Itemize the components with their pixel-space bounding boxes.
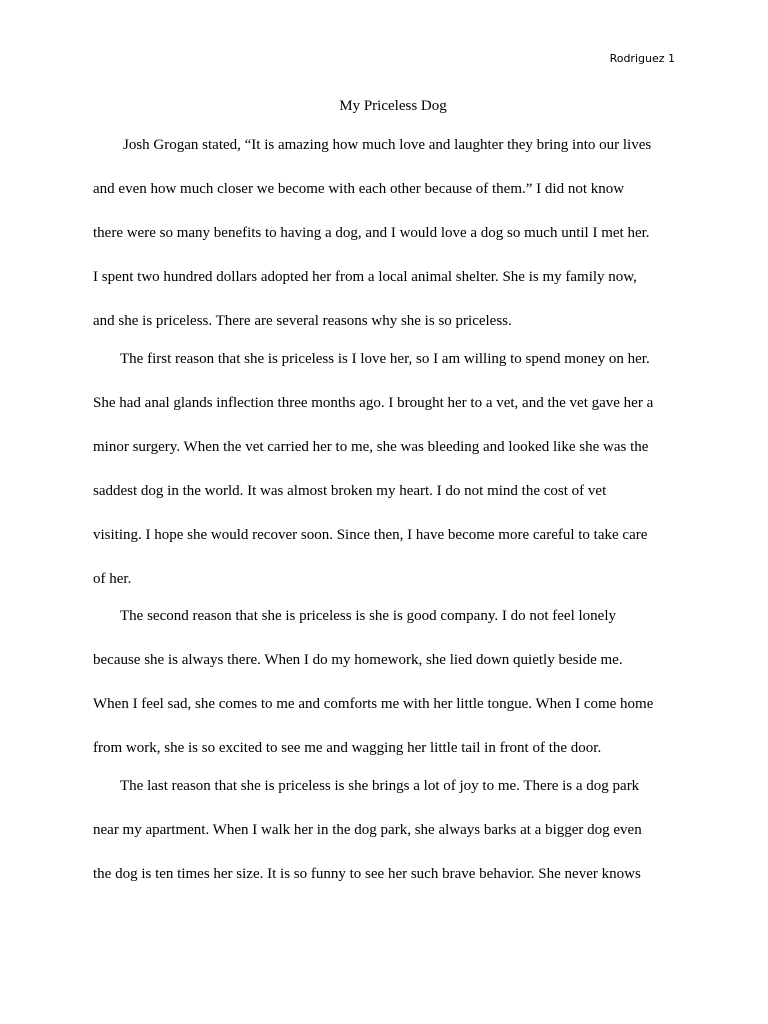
paragraph-3	[93, 606, 693, 758]
paragraph-line: near my apartment. When I walk her in the dog park, she always barks at a bigger dog even	[93, 822, 642, 838]
paragraph-line: The second reason that she is priceless is she is good company. I do not feel lonely	[120, 608, 616, 624]
paragraph-line: because she is always there. When I do my homework, she lied down quietly beside me.	[93, 652, 623, 668]
paragraph-line: When I feel sad, she comes to me and comforts me with her little tongue. When I come home	[93, 696, 654, 712]
paragraph-line: The first reason that she is priceless is I love her, so I am willing to spend money on her.	[120, 351, 650, 367]
paragraph-line: of her.	[93, 571, 132, 587]
paragraph-line: visiting. I hope she would recover soon. Since then, I have become more careful to take care	[93, 527, 648, 543]
paragraph-line: the dog is ten times her size. It is so funny to see her such brave behavior. She never knows	[93, 866, 641, 882]
paragraph-line: Josh Grogan stated, “It is amazing how much love and laughter they bring into our lives	[123, 137, 652, 153]
paragraph-line: saddest dog in the world. It was almost broken my heart. I do not mind the cost of vet	[93, 483, 607, 499]
paragraph-4	[93, 776, 693, 884]
paragraph-line: there were so many benefits to having a dog, and I would love a dog so much until I met her.	[93, 225, 650, 241]
paragraph-line: minor surgery. When the vet carried her to me, she was bleeding and looked like she was the	[93, 439, 649, 455]
paragraph-line: and she is priceless. There are several reasons why she is so priceless.	[93, 313, 512, 329]
paragraph-line: from work, she is so excited to see me and wagging her little tail in front of the door.	[93, 740, 602, 756]
essay-title: My Priceless Dog	[339, 98, 447, 114]
paragraph-line: The last reason that she is priceless is she brings a lot of joy to me. There is a dog park	[120, 778, 640, 794]
running-head: Rodriguez 1	[609, 52, 675, 65]
paragraph-line: She had anal glands inflection three months ago. I brought her to a vet, and the vet gave her a	[93, 395, 654, 411]
paragraph-line: I spent two hundred dollars adopted her from a local animal shelter. She is my family now,	[93, 269, 637, 285]
paragraph-line: and even how much closer we become with each other because of them.” I did not know	[93, 181, 625, 197]
paragraph-1	[93, 135, 693, 331]
paragraph-2	[93, 349, 693, 589]
